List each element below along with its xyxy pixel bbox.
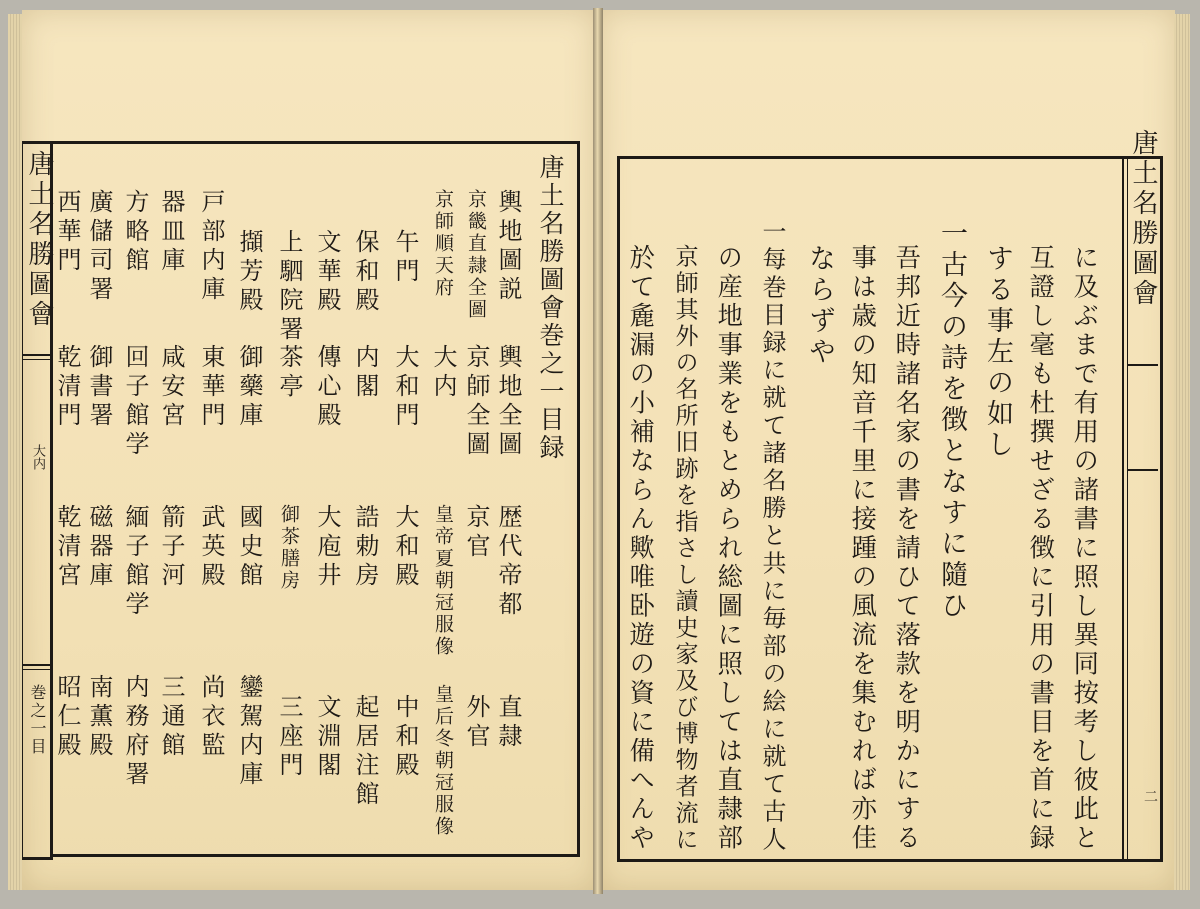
toc-entry: 皇后冬朝冠服像 xyxy=(432,684,454,838)
text-line: 吾邦近時諸名家の書を請ひて落款を明かにする xyxy=(892,244,922,853)
toc-entry: 南薫殿 xyxy=(85,674,113,761)
margin-divider xyxy=(23,354,52,356)
margin-divider xyxy=(23,664,52,666)
toc-entry: 文華殿 xyxy=(313,229,341,316)
margin-divider xyxy=(1128,469,1158,471)
right-page-edge xyxy=(1174,14,1190,890)
toc-entry: 上駟院署 xyxy=(275,229,303,345)
toc-entry: 文淵閣 xyxy=(313,694,341,781)
text-line: 一古今の詩を徴となすに隨ひ xyxy=(936,219,967,622)
toc-entry: 皇帝夏朝冠服像 xyxy=(432,504,454,658)
text-line: の産地事業をもとめられ総圖に照しては直隷部 xyxy=(714,244,744,853)
toc-entry: 内閣 xyxy=(351,344,379,402)
toc-entry: 御書署 xyxy=(85,344,113,431)
toc-entry: 器皿庫 xyxy=(157,189,185,276)
toc-entry: 乾清門 xyxy=(53,344,81,431)
toc-entry: 京師全圖 xyxy=(462,344,490,460)
toc-entry: 西華門 xyxy=(53,189,81,276)
text-line: に及ぶまで有用の諸書に照し異同按考し彼此と xyxy=(1070,244,1100,853)
toc-entry: 武英殿 xyxy=(197,504,225,591)
text-line: 於て麁漏の小補ならん歟唯卧遊の資に備へんや xyxy=(626,244,656,853)
toc-entry: 昭仁殿 xyxy=(53,674,81,761)
book-gutter xyxy=(593,8,603,894)
toc-entry: 外官 xyxy=(462,694,490,752)
text-line: 一每巻目録に就て諸名勝と共に毎部の絵に就て古人 xyxy=(758,219,786,854)
margin-divider xyxy=(23,359,52,360)
toc-entry: 京畿直隷全圖 xyxy=(465,189,487,321)
margin-book-title: 唐土名勝圖會 xyxy=(1128,129,1158,309)
toc-entry: 大和殿 xyxy=(391,504,419,591)
text-line: 事は歳の知音千里に接踵の風流を集むれば亦佳 xyxy=(848,244,878,853)
toc-entry: 輿地全圖 xyxy=(494,344,522,460)
text-line: ならずや xyxy=(804,244,835,368)
margin-divider xyxy=(23,669,52,670)
left-margin-column xyxy=(22,141,53,860)
text-line: 互證し毫も杜撰せざる徴に引用の書目を首に録 xyxy=(1026,244,1056,853)
toc-entry: 起居注館 xyxy=(351,694,379,810)
toc-entry: 三座門 xyxy=(275,694,303,781)
toc-entry: 歴代帝都 xyxy=(494,504,522,620)
toc-entry: 御茶膳房 xyxy=(278,504,300,592)
toc-entry: 三通館 xyxy=(157,674,185,761)
toc-entry: 直隷 xyxy=(494,694,522,752)
toc-entry: 保和殿 xyxy=(351,229,379,316)
toc-entry: 緬子館学 xyxy=(121,504,149,620)
text-line: する事左の如し xyxy=(982,244,1013,461)
toc-entry: 戸部内庫 xyxy=(197,189,225,305)
toc-entry: 中和殿 xyxy=(391,694,419,781)
toc-entry: 御藥庫 xyxy=(235,344,263,431)
right-text-frame xyxy=(617,129,1163,862)
toc-entry: 誥勅房 xyxy=(351,504,379,591)
margin-volume-label: 巻之一目 xyxy=(28,684,47,756)
toc-entry: 京師順天府 xyxy=(432,189,454,299)
toc-entry: 磁器庫 xyxy=(85,504,113,591)
toc-entry: 方略館 xyxy=(121,189,149,276)
toc-entry: 茶亭 xyxy=(275,344,303,402)
margin-divider xyxy=(1128,364,1158,366)
toc-entry: 廣儲司署 xyxy=(85,189,113,305)
left-text-frame xyxy=(50,141,580,857)
toc-entry: 京官 xyxy=(462,504,490,562)
toc-entry: 乾清宮 xyxy=(53,504,81,591)
margin-section-label: 大内 xyxy=(30,444,45,470)
toc-entry: 大和門 xyxy=(391,344,419,431)
toc-entry: 國史館 xyxy=(235,504,263,591)
margin-rule xyxy=(1122,159,1124,859)
toc-entry: 東華門 xyxy=(197,344,225,431)
toc-entry: 尚衣監 xyxy=(197,674,225,761)
toc-entry: 午門 xyxy=(391,229,419,287)
toc-entry: 大庖井 xyxy=(313,504,341,591)
toc-entry: 輿地圖説 xyxy=(494,189,522,305)
toc-entry: 鑾駕内庫 xyxy=(235,674,263,790)
toc-entry: 回子館学 xyxy=(121,344,149,460)
toc-entry: 擷芳殿 xyxy=(235,229,263,316)
toc-entry: 箭子河 xyxy=(157,504,185,591)
table-of-contents-heading: 唐土名勝圖會巻之一目録 xyxy=(536,154,565,462)
toc-entry: 大内 xyxy=(429,344,457,402)
toc-entry: 内務府署 xyxy=(121,674,149,790)
toc-entry: 傳心殿 xyxy=(313,344,341,431)
toc-entry: 咸安宮 xyxy=(157,344,185,431)
page-number: 二 xyxy=(1142,789,1158,803)
margin-book-title: 唐土名勝圖會 xyxy=(24,150,54,330)
text-line: 京師其外の名所旧跡を指さし讀史家及び博物者流に xyxy=(671,244,698,854)
